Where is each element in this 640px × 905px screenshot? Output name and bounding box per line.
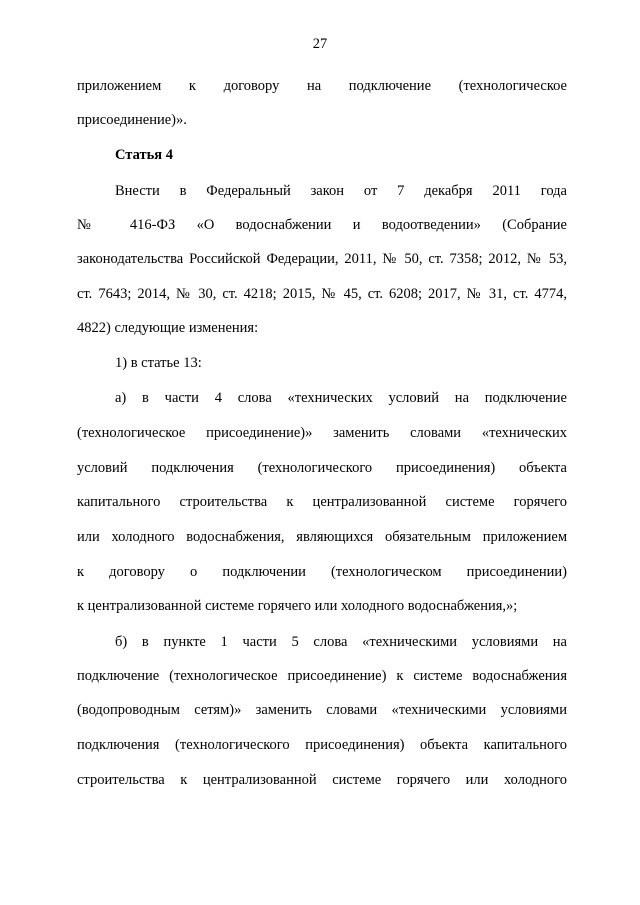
text-line: б) в пункте 1 части 5 слова «техническими условиями на <box>115 634 567 650</box>
text-line: подключения (технологического присоединения) объекта капитального <box>77 737 567 753</box>
text-line: подключение (технологическое присоединение) к системе водоснабжения <box>77 668 567 684</box>
text-line: присоединение)». <box>77 112 187 128</box>
article-heading: Статья 4 <box>115 147 173 163</box>
text-line: капитального строительства к централизованной системе горячего <box>77 494 567 510</box>
text-line: (водопроводным сетям)» заменить словами «техническими условиями <box>77 702 567 718</box>
text-line: приложением к договору на подключение (технологическое <box>77 78 567 94</box>
text-line: а) в части 4 слова «технических условий на подключение <box>115 390 567 406</box>
text-line: (технологическое присоединение)» заменить словами «технических <box>77 425 567 441</box>
text-line: законодательства Российской Федерации, 2011, № 50, ст. 7358; 2012, № 53, <box>77 251 567 267</box>
text-line: № 416-ФЗ «О водоснабжении и водоотведении» (Собрание <box>77 217 567 233</box>
text-line: к договору о подключении (технологическом присоединении) <box>77 564 567 580</box>
text-line: ст. 7643; 2014, № 30, ст. 4218; 2015, № 45, ст. 6208; 2017, № 31, ст. 4774, <box>77 286 567 302</box>
text-line: 4822) следующие изменения: <box>77 320 259 336</box>
text-line: или холодного водоснабжения, являющихся обязательным приложением <box>77 529 567 545</box>
text-line: условий подключения (технологического присоединения) объекта <box>77 460 567 476</box>
text-line: 1) в статье 13: <box>115 355 202 371</box>
text-line: Внести в Федеральный закон от 7 декабря 2011 года <box>115 183 567 199</box>
text-line: строительства к централизованной системе горячего или холодного <box>77 772 567 788</box>
page-number: 27 <box>312 36 328 52</box>
text-line: к централизованной системе горячего или холодного водоснабжения,»; <box>77 598 518 614</box>
